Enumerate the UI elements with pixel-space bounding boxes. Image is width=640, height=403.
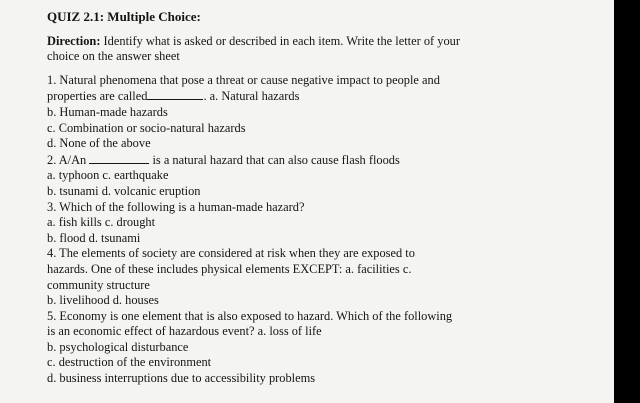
question-2-line-1 bbox=[47, 152, 487, 169]
quiz-content bbox=[47, 9, 487, 387]
answer-blank bbox=[147, 88, 203, 100]
question-5-option-c: c. destruction of the environment bbox=[47, 355, 212, 370]
question-3-option-bd: b. flood d. tsunami bbox=[47, 230, 141, 245]
question-5-line-1: 5. Economy is one element that is also exposed to hazard. Which of the following bbox=[47, 308, 453, 323]
question-4-line-1: 4. The elements of society are considered at risk when they are exposed to bbox=[47, 246, 415, 261]
question-1-stem-start: properties are called bbox=[47, 89, 148, 104]
question-1-option-b: b. Human-made hazards bbox=[47, 104, 168, 119]
question-2-option-ac: a. typhoon c. earthquake bbox=[47, 168, 169, 183]
question-1-line-1: 1. Natural phenomena that pose a threat or cause negative impact to people and bbox=[47, 72, 440, 87]
question-1-line-2 bbox=[47, 88, 487, 105]
question-4-option-bd: b. livelihood d. houses bbox=[47, 293, 159, 308]
question-4-line-3: community structure bbox=[47, 277, 150, 292]
direction-paragraph bbox=[47, 34, 487, 65]
question-5-option-b: b. psychological disturbance bbox=[47, 339, 189, 354]
question-1-option-a: . a. Natural hazards bbox=[203, 89, 300, 104]
question-2-option-bd: b. tsunami d. volcanic eruption bbox=[47, 183, 201, 198]
question-2-stem-end: is a natural hazard that can also cause flash floods bbox=[149, 152, 400, 167]
question-1-option-c: c. Combination or socio-natural hazards bbox=[47, 120, 246, 135]
quiz-title: QUIZ 2.1: Multiple Choice: bbox=[47, 9, 201, 24]
direction-label: Direction: bbox=[47, 33, 101, 48]
direction-text: Identify what is asked or described in each item. Write the letter of your choice on the answer sheet bbox=[47, 33, 460, 64]
question-4-line-2: hazards. One of these includes physical elements EXCEPT: a. facilities c. bbox=[47, 261, 412, 276]
right-edge-bar bbox=[614, 0, 640, 403]
question-3-option-ac: a. fish kills c. drought bbox=[47, 215, 156, 230]
question-1-option-d: d. None of the above bbox=[47, 136, 151, 151]
answer-blank bbox=[89, 152, 149, 164]
question-5-option-d: d. business interruptions due to accessibility problems bbox=[47, 371, 316, 386]
question-2-stem-start: 2. A/An bbox=[47, 152, 87, 167]
question-5-line-2: is an economic effect of hazardous event? a. loss of life bbox=[47, 324, 322, 339]
question-3-stem: 3. Which of the following is a human-made hazard? bbox=[47, 199, 305, 214]
